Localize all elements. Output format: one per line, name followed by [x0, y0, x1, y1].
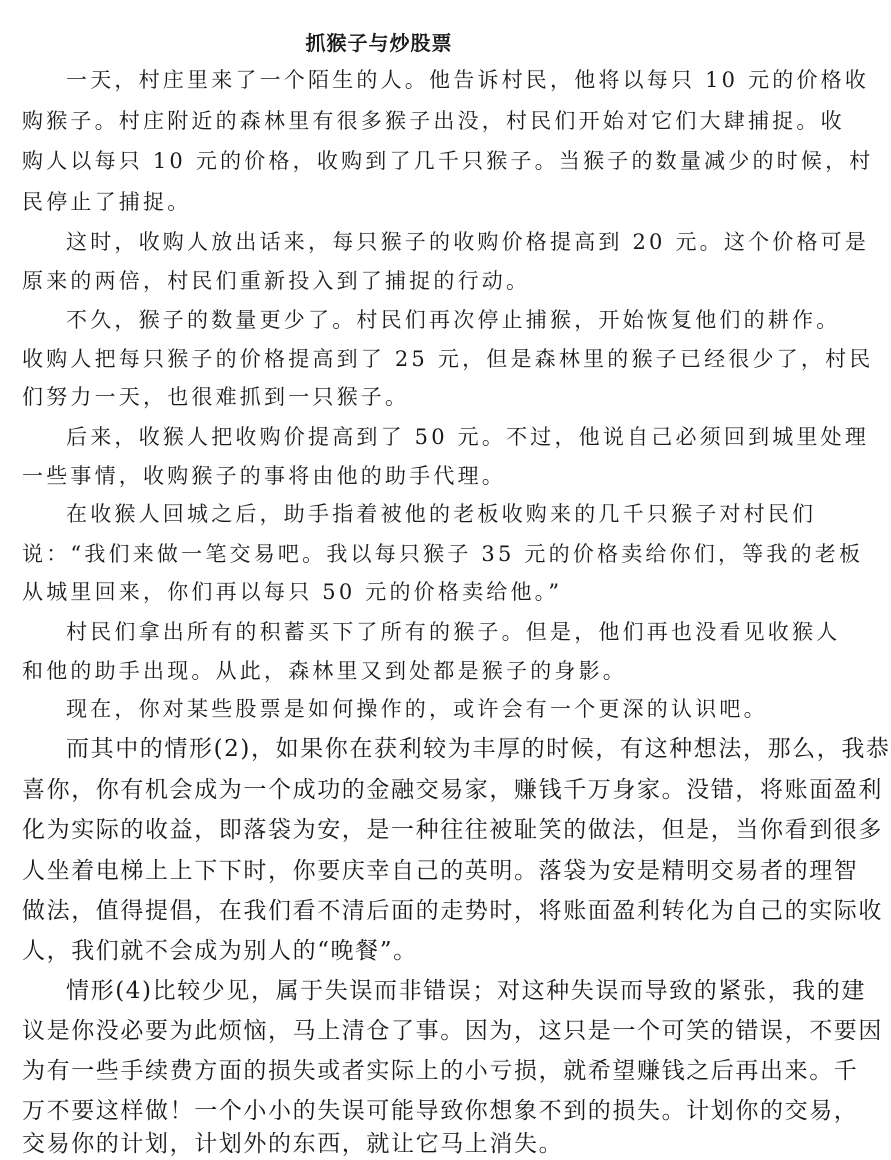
text-line: 而其中的情形(2)，如果你在获利较为丰厚的时候，有这种想法，那么，我恭: [66, 736, 891, 762]
text-line: 从城里回来，你们再以每只 50 元的价格卖给他。”: [22, 580, 563, 604]
text-line: 不久，猴子的数量更少了。村民们再次停止捕猴，开始恢复他们的耕作。: [66, 308, 841, 332]
text-line: 村民们拿出所有的积蓄买下了所有的猴子。但是，他们再也没看见收猴人: [66, 620, 841, 644]
text-line: 一天，村庄里来了一个陌生的人。他告诉村民，他将以每只 10 元的价格收: [66, 68, 870, 92]
text-line: 情形(4)比较少见，属于失误而非错误；对这种失误而导致的紧张，我的建: [66, 978, 866, 1004]
text-line: 议是你没必要为此烦恼，马上清仓了事。因为，这只是一个可笑的错误，不要因: [22, 1018, 883, 1044]
text-line: 这时，收购人放出话来，每只猴子的收购价格提高到 20 元。这个价格可是: [66, 230, 870, 254]
text-line: 为有一些手续费方面的损失或者实际上的小亏损，就希望赚钱之后再出来。千: [22, 1058, 859, 1084]
text-line: 原来的两倍，村民们重新投入到了捕捉的行动。: [22, 269, 531, 293]
text-line: 在收猴人回城之后，助手指着被他的老板收购来的几千只猴子对村民们: [66, 502, 817, 526]
text-line: 人坐着电梯上上下下时，你要庆幸自己的英明。落袋为安是精明交易者的理智: [22, 858, 859, 884]
text-line: 万不要这样做！一个小小的失误可能导致你想象不到的损失。计划你的交易，: [22, 1098, 859, 1124]
text-line: 们努力一天，也很难抓到一只猴子。: [22, 385, 410, 409]
text-line: 一些事情，收购猴子的事将由他的助手代理。: [22, 464, 506, 488]
text-line: 交易你的计划，计划外的东西，就让它马上消失。: [22, 1131, 564, 1157]
text-line: 后来，收猴人把收购价提高到了 50 元。不过，他说自己必须回到城里处理: [66, 425, 870, 449]
text-line: 和他的助手出现。从此，森林里又到处都是猴子的身影。: [22, 659, 627, 683]
text-line: 购人以每只 10 元的价格，收购到了几千只猴子。当猴子的数量减少的时候，村: [22, 149, 874, 173]
text-line: 化为实际的收益，即落袋为安，是一种往往被耻笑的做法，但是，当你看到很多: [22, 817, 883, 843]
text-line: 做法，值得提倡，在我们看不清后面的走势时，将账面盈利转化为自己的实际收: [22, 898, 883, 924]
text-line: 购猴子。村庄附近的森林里有很多猴子出没，村民们开始对它们大肆捕捉。收: [22, 109, 845, 133]
text-line: 喜你，你有机会成为一个成功的金融交易家，赚钱千万身家。没错，将账面盈利: [22, 777, 883, 803]
text-line: 说：“我们来做一笔交易吧。我以每只猴子 35 元的价格卖给你们，等我的老板: [22, 542, 864, 566]
document-title: 抓猴子与炒股票: [305, 31, 453, 55]
text-line: 民停止了捕捉。: [22, 190, 192, 214]
text-line: 人，我们就不会成为别人的“晚餐”。: [22, 938, 418, 964]
text-line: 现在，你对某些股票是如何操作的，或许会有一个更深的认识吧。: [66, 697, 768, 721]
text-line: 收购人把每只猴子的价格提高到了 25 元，但是森林里的猴子已经很少了，村民: [22, 347, 874, 371]
